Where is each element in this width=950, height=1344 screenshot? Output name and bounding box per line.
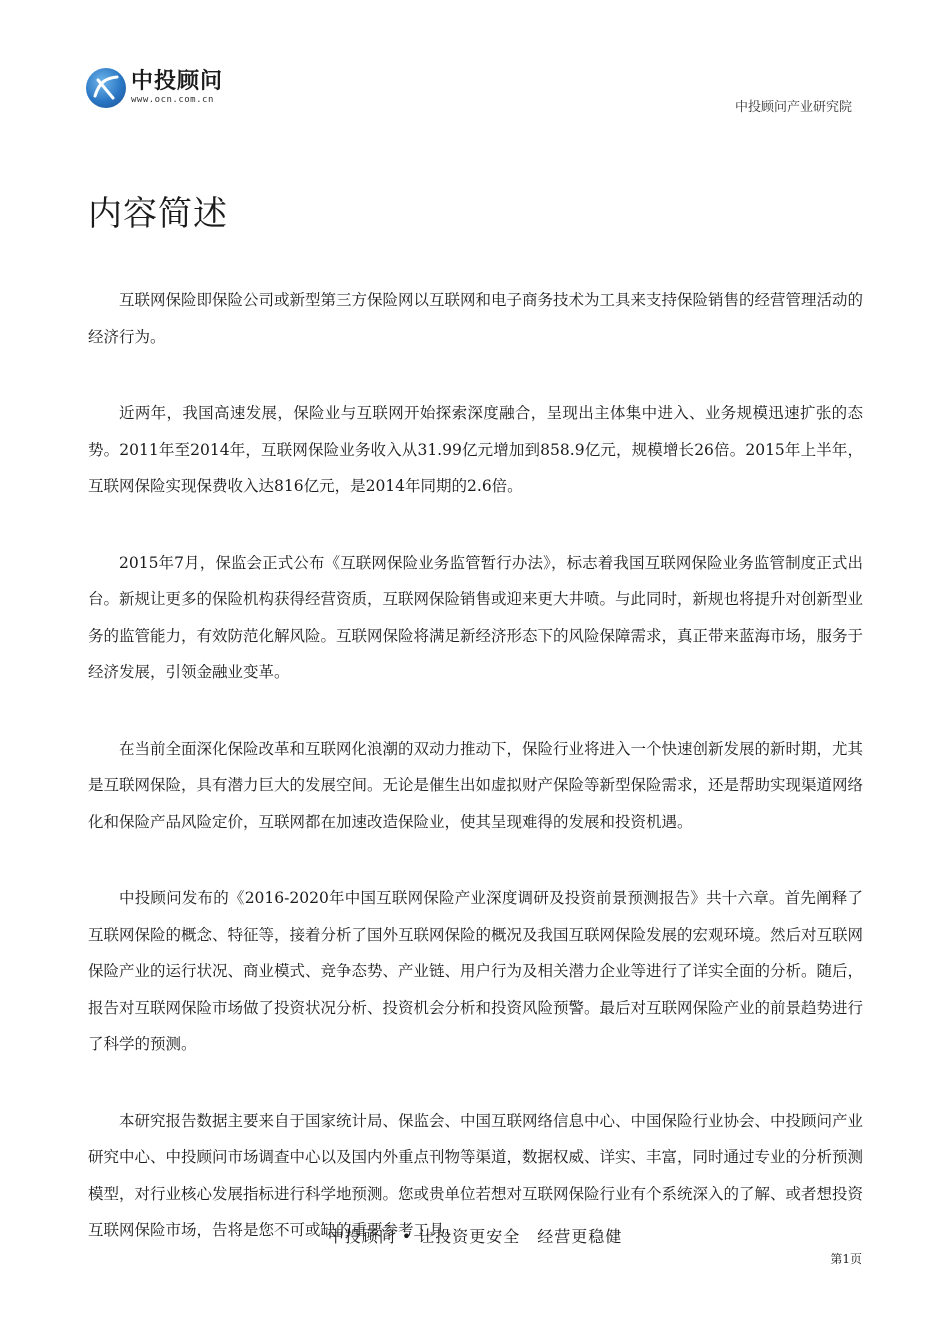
body-content [88, 282, 863, 1289]
paragraph: 中投顾问发布的《2016-2020年中国互联网保险产业深度调研及投资前景预测报告》共十六章。首先阐释了互联网保险的概念、特征等，接着分析了国外互联网保险的概况及我国互联网保险发展的宏观环境。然后对互联网保险产业的运行状况、商业模式、竞争态势、产业链、用户行为及相关潜力企业等进行了详实全面的分析。随后，报告对互联网保险市场做了投资状况分析、投资机会分析和投资风险预警。最后对互联网保险产业的前景趋势进行了科学的预测。 [88, 889, 864, 1053]
footer-slogan: 中投顾问 • 让投资更安全 经营更稳健 [327, 1227, 623, 1246]
paragraph: 互联网保险即保险公司或新型第三方保险网以互联网和电子商务技术为工具来支持保险销售的经营管理活动的经济行为。 [88, 291, 864, 346]
paragraph: 本研究报告数据主要来自于国家统计局、保监会、中国互联网络信息中心、中国保险行业协会、中投顾问产业研究中心、中投顾问市场调查中心以及国内外重点刊物等渠道，数据权威、详实、丰富，同时通过专业的分析预测模型，对行业核心发展指标进行科学地预测。您或贵单位若想对互联网保险行业有个系统深入的了解、或者想投资互联网保险市场，告将是您不可或缺的重要参考工具。 [88, 1111, 864, 1239]
paragraph: 近两年，我国高速发展，保险业与互联网开始探索深度融合，呈现出主体集中进入、业务规模迅速扩张的态势。2011年至2014年，互联网保险业务收入从31.99亿元增加到858.9亿元，规模增长26倍。2015年上半年，互联网保险实现保费收入达816亿元，是2014年同期的2.6倍。 [88, 404, 863, 495]
paragraph: 2015年7月，保监会正式公布《互联网保险业务监管暂行办法》，标志着我国互联网保险业务监管制度正式出台。新规让更多的保险机构获得经营资质，互联网保险销售或迎来更大井喷。与此同时，新规也将提升对创新型业务的监管能力，有效防范化解风险。互联网保险将满足新经济形态下的风险保障需求，真正带来蓝海市场，服务于经济发展，引领金融业变革。 [88, 553, 864, 681]
paragraph: 在当前全面深化保险改革和互联网化浪潮的双动力推动下，保险行业将进入一个快速创新发展的新时期，尤其是互联网保险，具有潜力巨大的发展空间。无论是催生出如虚拟财产保险等新型保险需求，还是帮助实现渠道网络化和保险产品风险定价，互联网都在加速改造保险业，使其呈现难得的发展和投资机遇。 [88, 739, 864, 831]
logo-mark-icon [86, 68, 126, 108]
page-number: 第1页 [830, 1252, 862, 1266]
logo-url: www.ocn.com.cn [131, 95, 214, 105]
company-logo [86, 68, 236, 108]
logo-name: 中投顾问 [131, 69, 224, 94]
header-org-name: 中投顾问产业研究院 [734, 100, 852, 115]
page-title: 内容简述 [88, 194, 228, 234]
